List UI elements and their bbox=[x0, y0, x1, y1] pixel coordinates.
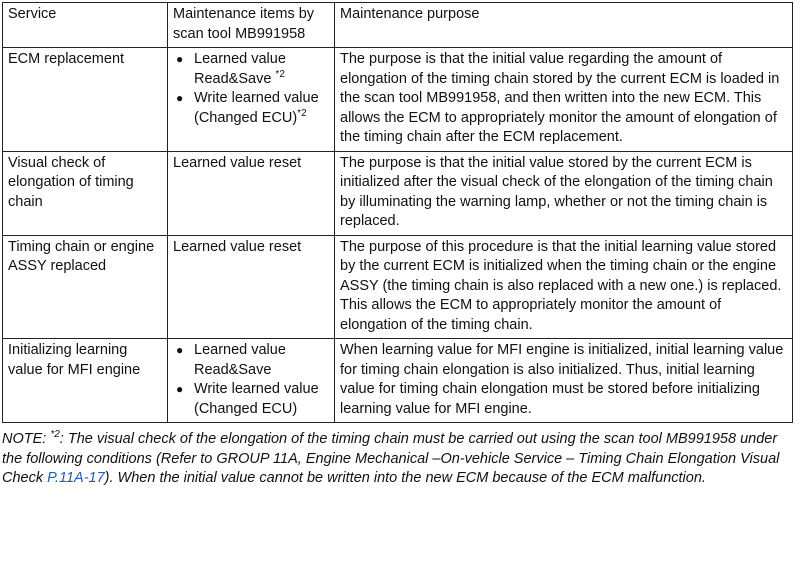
note-text-end: ). When the initial value cannot be written into the new ECM because of the ECM malfunction. bbox=[104, 470, 706, 486]
table-row bbox=[3, 235, 793, 339]
item-text: Learned value Read&Save bbox=[194, 342, 286, 378]
items-cell bbox=[168, 339, 335, 423]
footnote-ref: *2 bbox=[297, 107, 307, 119]
table-row bbox=[3, 151, 793, 235]
header-service: Service bbox=[3, 3, 168, 48]
note-text: : The visual check of the elongation of the timing chain must be carried out using the scan tool MB991958 under the following conditions (Refer to GROUP 11A, Engine Mechanical –On-vehicle Service – Timing Chain Elongation Visual Check bbox=[2, 431, 780, 486]
items-cell: Learned value reset bbox=[168, 235, 335, 339]
bullet-icon: ● bbox=[176, 343, 184, 357]
footnote-ref: *2 bbox=[50, 429, 60, 440]
list-item bbox=[173, 89, 330, 128]
items-cell: Learned value reset bbox=[168, 151, 335, 235]
page-reference-link[interactable]: P.11A-17 bbox=[47, 470, 105, 486]
service-cell: Initializing learning value for MFI engine bbox=[3, 339, 168, 423]
items-list bbox=[173, 341, 330, 419]
purpose-cell: When learning value for MFI engine is initialized, initial learning value for timing chain elongation is also initialized. Thus, initial learning value for timing chain elongation must be stored before initializing learning value for MFI engine. bbox=[335, 339, 793, 423]
bullet-icon: ● bbox=[176, 52, 184, 66]
note-prefix: NOTE: bbox=[2, 431, 51, 447]
purpose-cell: The purpose is that the initial value regarding the amount of elongation of the timing chain stored by the current ECM is loaded in the scan tool MB991958, and then written into the new ECM. This allows the ECM to appropriately monitor the amount of elongation of the timing chain after the ECM replacement. bbox=[335, 48, 793, 152]
bullet-icon: ● bbox=[176, 91, 184, 105]
document bbox=[2, 2, 792, 489]
item-text: Learned value Read&Save bbox=[194, 51, 286, 87]
table-row bbox=[3, 339, 793, 423]
purpose-cell: The purpose is that the initial value stored by the current ECM is initialized after the visual check of the elongation of the timing chain by illuminating the warning lamp, whether or not the timing chain is replaced. bbox=[335, 151, 793, 235]
items-cell bbox=[168, 48, 335, 152]
table-row bbox=[3, 48, 793, 152]
list-item bbox=[173, 380, 330, 419]
bullet-icon: ● bbox=[176, 382, 184, 396]
item-text: Write learned value (Changed ECU) bbox=[194, 381, 319, 417]
maintenance-table bbox=[2, 2, 793, 423]
list-item bbox=[173, 50, 330, 89]
list-item bbox=[173, 341, 330, 380]
items-list bbox=[173, 50, 330, 128]
item-text: Write learned value (Changed ECU) bbox=[194, 90, 319, 126]
footnote-ref: *2 bbox=[275, 68, 285, 80]
header-maintenance-purpose: Maintenance purpose bbox=[335, 3, 793, 48]
footnote bbox=[2, 430, 792, 489]
table-header-row bbox=[3, 3, 793, 48]
service-cell: Visual check of elongation of timing chain bbox=[3, 151, 168, 235]
service-cell: ECM replacement bbox=[3, 48, 168, 152]
service-cell: Timing chain or engine ASSY replaced bbox=[3, 235, 168, 339]
header-maintenance-items: Maintenance items by scan tool MB991958 bbox=[168, 3, 335, 48]
purpose-cell: The purpose of this procedure is that the initial learning value stored by the current ECM is initialized when the timing chain or the engine ASSY (the timing chain is also replaced with a new one.) is replaced. This allows the ECM to appropriately monitor the amount of elongation of the timing chain. bbox=[335, 235, 793, 339]
